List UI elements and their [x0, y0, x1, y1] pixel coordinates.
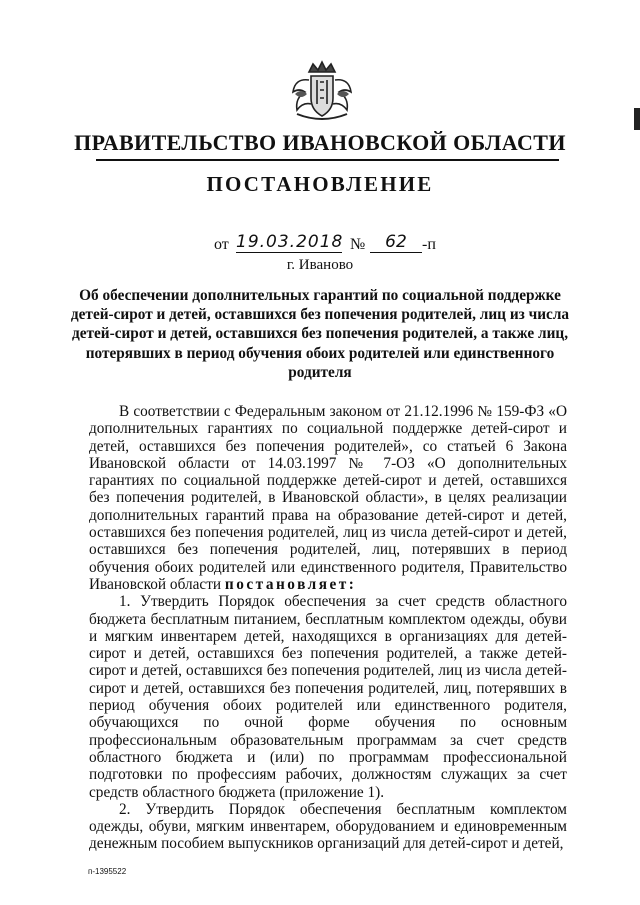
document-number: 62 — [370, 232, 422, 253]
footer-code: п-1395522 — [88, 867, 127, 876]
scan-edge-mark — [634, 108, 640, 130]
preamble-text: В соответствии с Федеральным законом от 21.12.1996 № 159-ФЗ «О дополнительных гарантиях по социальной поддержке детей-сирот и детей, оставшихся без попечения родителей», со статьей 6 Закона Ивановской области от 14.03.1997 № 7-ОЗ «О дополнительных гарантиях по социальной поддержке детей-сирот и детей, оставшихся без попечения родителей, в Ивановской области», в целях реализации дополнительных гарантий права на образование детей-сирот и детей, оставшихся без попечения родителей, лиц из числа детей-сирот и детей, оставшихся без попечения родителей, лиц, потерявших в период обучения обоих родителей или единственного родителя, Правительство Ивановской области — [89, 403, 567, 593]
coat-of-arms-icon — [287, 58, 357, 124]
resolves-word: постановляет: — [224, 575, 357, 593]
date-number-line — [0, 232, 640, 256]
government-title: ПРАВИТЕЛЬСТВО ИВАНОВСКОЙ ОБЛАСТИ — [74, 130, 566, 155]
document-date: 19.03.2018 — [236, 232, 344, 252]
document-subject: Об обеспечении дополнительных гарантий по социальной поддержке детей-сирот и детей, оставшихся без попечения родителей, лиц из числа детей-сирот и детей, оставшихся без попечения родителей, а также лиц, потерявших в период обучения обоих родителей или единственного родителя — [70, 287, 570, 381]
title-underline — [96, 159, 559, 161]
document-type: ПОСТАНОВЛЕНИЕ — [206, 172, 434, 196]
document-body — [89, 403, 567, 853]
number-prefix: № — [350, 236, 366, 253]
number-suffix: -п — [422, 236, 436, 253]
item-1-paragraph: 1. Утвердить Порядок обеспечения за счет средств областного бюджета бесплатным питанием, бесплатным комплектом одежды, обуви и мягким инвентарем детей, находящихся в организациях для детей-сирот и детей, оставшихся без попечения родителей, а также детей-сирот и детей, оставшихся без попечения родителей, лиц из числа детей-сирот и детей, оставшихся без попечения родителей, лиц, потерявших в период обучения обоих родителей или единственного родителя, обучающихся по очной форме обучения по основным профессиональным образовательным программам за счет средств областного бюджета и (или) по программам профессиональной подготовки по профессиям рабочих, должностям служащих за счет средств областного бюджета (приложение 1). — [89, 593, 567, 801]
preamble-paragraph — [89, 403, 567, 593]
item-2-paragraph: 2. Утвердить Порядок обеспечения бесплатным комплектом одежды, обуви, мягким инвентарем, оборудованием и единовременным денежным пособием выпускников организаций для детей-сирот и детей, — [89, 800, 567, 853]
date-prefix: от — [214, 236, 229, 253]
city: г. Иваново — [286, 257, 354, 273]
